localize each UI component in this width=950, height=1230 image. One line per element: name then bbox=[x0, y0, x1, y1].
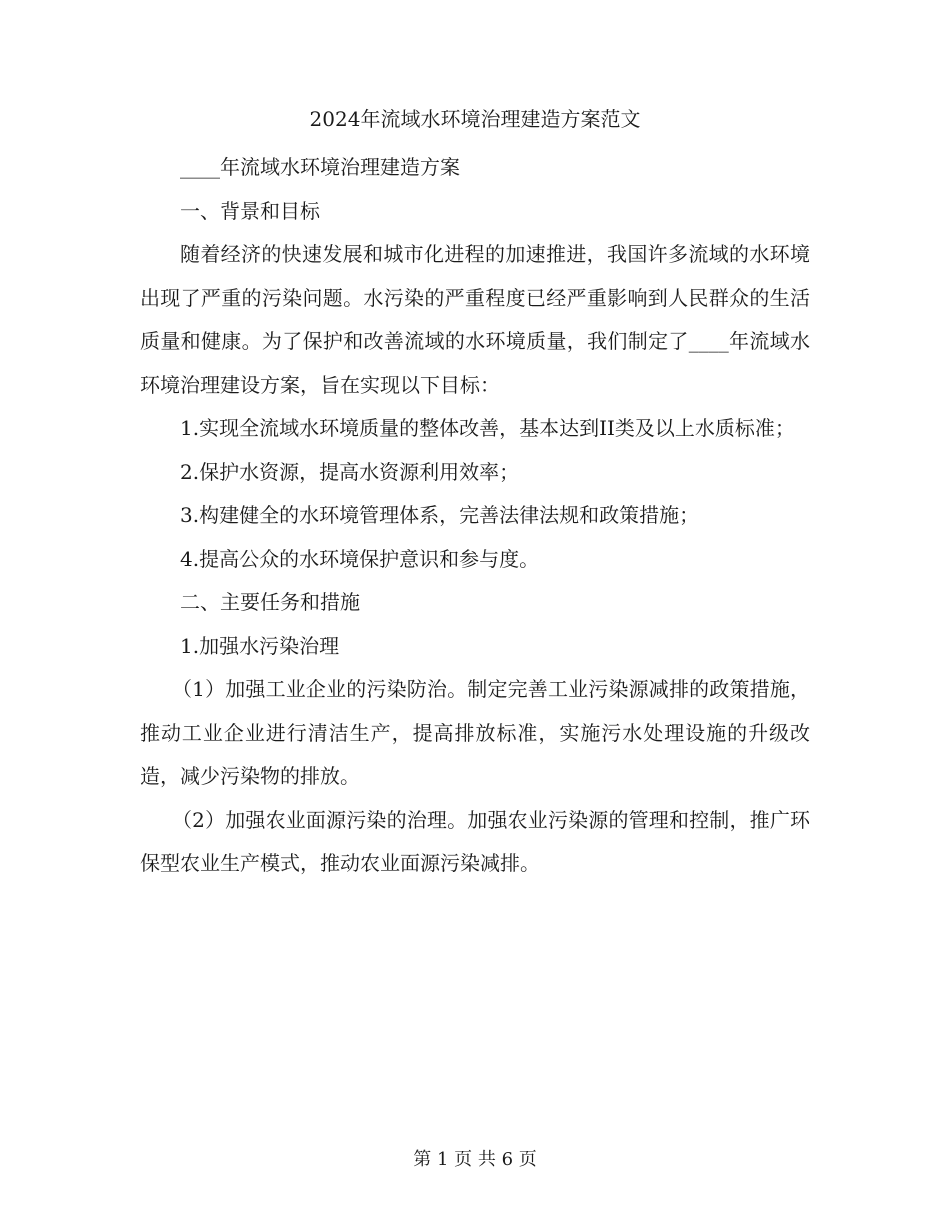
body-paragraph: 随着经济的快速发展和城市化进程的加速推进，我国许多流域的水环境出现了严重的污染问题。水污染的严重程度已经严重影响到人民群众的生活质量和健康。为了保护和改善流域的水环境质量，我们制定了____年流域水环境治理建设方案，旨在实现以下目标： bbox=[140, 242, 810, 397]
measure-item: （1）加强工业企业的污染防治。制定完善工业污染源减排的政策措施，推动工业企业进行清洁生产，提高排放标准，实施污水处理设施的升级改造，减少污染物的排放。 bbox=[140, 677, 810, 788]
subtitle-paragraph: ____年流域水环境治理建造方案 bbox=[180, 155, 460, 179]
goal-item: 1.实现全流域水环境质量的整体改善，基本达到II类及以上水质标准； bbox=[180, 416, 795, 440]
subsection-heading: 1.加强水污染治理 bbox=[180, 633, 340, 658]
goal-item: 3.构建健全的水环境管理体系，完善法律法规和政策措施； bbox=[180, 503, 700, 527]
document-title: 2024年流域水环境治理建造方案范文 bbox=[309, 107, 641, 131]
document-body bbox=[140, 146, 810, 886]
goal-item: 4.提高公众的水环境保护意识和参与度。 bbox=[180, 546, 540, 571]
section-heading-background: 一、背景和目标 bbox=[180, 198, 320, 223]
goal-item: 2.保护水资源，提高水资源利用效率； bbox=[180, 459, 520, 484]
page-footer: 第 1 页 共 6 页 bbox=[413, 1149, 537, 1170]
measure-item: （2）加强农业面源污染的治理。加强农业污染源的管理和控制，推广环保型农业生产模式，推动农业面源污染减排。 bbox=[140, 807, 810, 875]
section-heading-tasks: 二、主要任务和措施 bbox=[180, 590, 360, 614]
